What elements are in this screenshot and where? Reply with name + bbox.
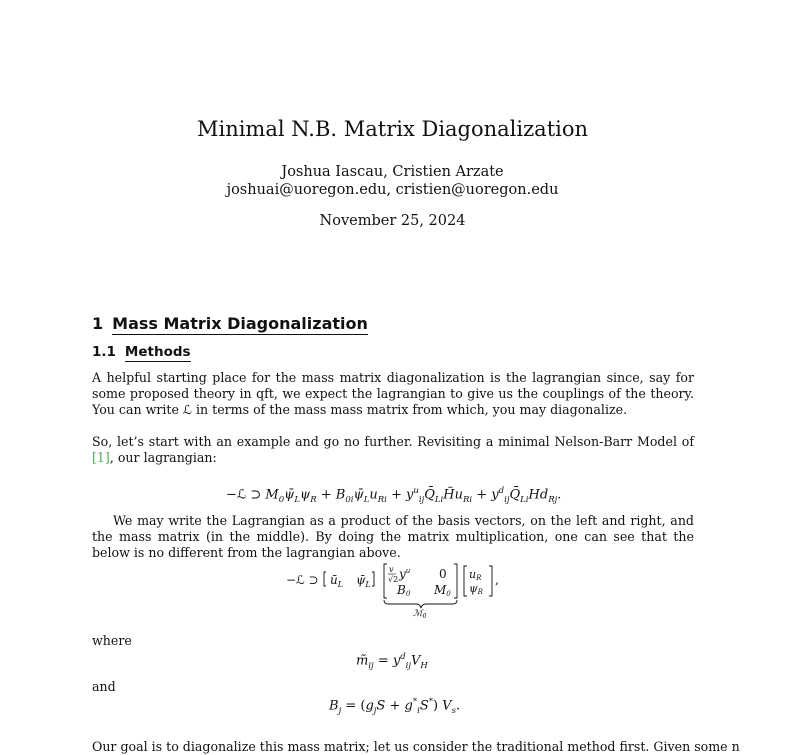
paragraph-example — [92, 434, 694, 466]
svg-text:yu: $y^u$ — [399, 567, 411, 581]
section-title: Mass Matrix Diagonalization — [112, 314, 368, 333]
svg-text:M0: M0 — [434, 583, 451, 598]
section-number: 1 — [92, 314, 104, 333]
svg-text:,: , — [495, 573, 499, 587]
subsection-title: Methods — [124, 344, 191, 360]
citation-link[interactable]: [1] — [92, 450, 110, 465]
paragraph-matrix: We may write the Lagrangian as a product of the basis vectors, on the left and right, and the mass matrix (in the middle). By doing the matrix multiplication, one can see that the below is no different from the lagrangian above. — [92, 513, 694, 560]
subsection-heading — [92, 344, 191, 360]
paper-date: November 25, 2024 — [319, 213, 466, 229]
paragraph-goal: Our goal is to diagonalize this mass matrix; let us consider the traditional method first. Given some n — [92, 739, 740, 754]
svg-text:ūL: $ū_L$ — [330, 573, 344, 589]
authors: Joshua Iascau, Cristien Arzate — [281, 164, 504, 180]
paper-title: Minimal N.B. Matrix Diagonalization — [196, 117, 589, 141]
and-text: and — [92, 679, 116, 694]
lagrangian-equation: −ℒ ⊃ $M_0\psī_L\psi_R$ + $B_{0i}\psī_Lu_{Ri}$ + $y^u_{ij}Q̄_{Li}H̃u_{Ri}$ + $y^d_{ij}Q̄_{Li}Hd_{Rj}$. — [226, 486, 562, 505]
svg-text:ψR: ψR — [469, 582, 483, 596]
paragraph-example-tail: , our lagrangian: — [109, 450, 217, 465]
svg-text:ℳ0: ℳ$_0$ — [413, 609, 427, 620]
svg-text:uR: uR — [469, 568, 482, 582]
where-text: where — [92, 633, 132, 648]
author-emails: joshuai@uoregon.edu, cristien@uoregon.edu — [226, 182, 559, 198]
svg-text:−ℒ ⊃: −ℒ ⊃ — [286, 573, 319, 587]
paragraph-example-text: So, let’s start with an example and go no further. Revisiting a minimal Nelson-Barr Model of — [92, 434, 694, 449]
svg-text:0: 0 — [439, 567, 447, 581]
b-definition-equation: $B_j = (g_jS + g^*_iS^*)$ $V_s$. — [329, 697, 461, 716]
matrix-equation — [286, 558, 516, 620]
svg-text:ψ̄L: $\psī_L$ — [356, 573, 371, 589]
svg-text:√2: √2 — [388, 575, 399, 584]
section-heading — [92, 314, 368, 333]
paragraph-intro: A helpful starting place for the mass matrix diagonalization is the lagrangian since, say for some proposed theory in qft, we expect the lagrangian to give us the couplings of the theory. You can write ℒ in terms of the mass mass matrix from which, you may diagonalize. — [92, 370, 694, 417]
svg-text:B0: B0 — [397, 583, 411, 598]
svg-text:v: v — [389, 565, 394, 574]
subsection-number: 1.1 — [92, 344, 116, 360]
mass-definition-equation: $m̃_{ij} = y^d_{ij}V_H$ — [356, 652, 428, 671]
